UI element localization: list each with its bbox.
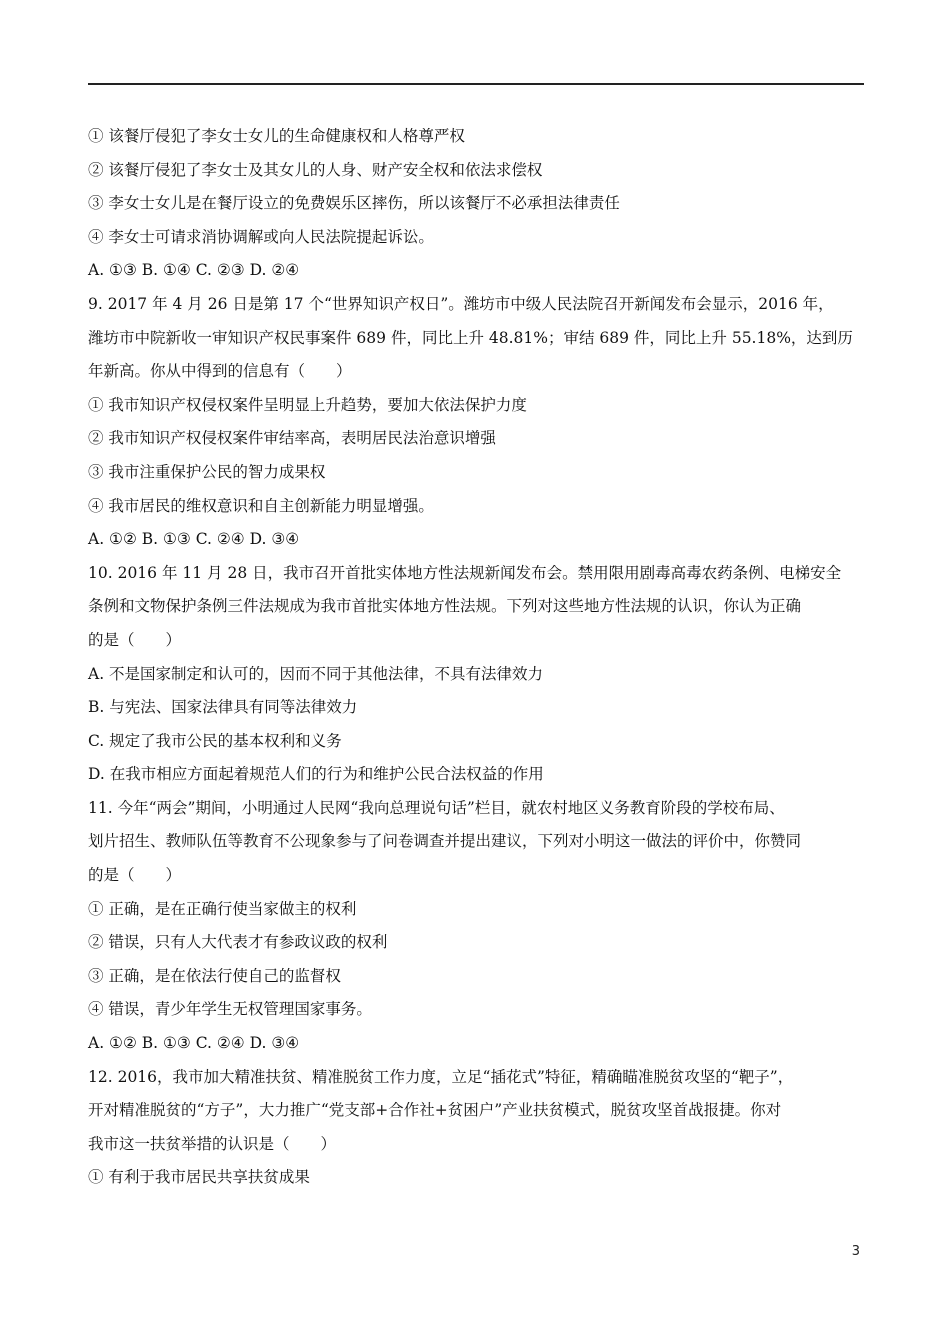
text-line: ② 错误，只有人大代表才有参政议政的权利 — [88, 933, 388, 952]
text-line: D. 在我市相应方面起着规范人们的行为和维护公民合法权益的作用 — [88, 765, 544, 784]
text-line: ① 有利于我市居民共享扶贫成果 — [88, 1168, 310, 1187]
text-line: ② 该餐厅侵犯了李女士及其女儿的人身、财产安全权和依法求偿权 — [88, 160, 543, 179]
text-line: B. 与宪法、国家法律具有同等法律效力 — [88, 698, 358, 717]
question-11: 11. 今年“两会”期间，小明通过人民网“我向总理说句话”栏目，就农村地区义务教育阶段的学校布局、 — [88, 798, 785, 817]
text-line: ③ 我市注重保护公民的智力成果权 — [88, 462, 326, 481]
question-12: 12. 2016，我市加大精准扶贫、精准脱贫工作力度，立足“插花式”特征，精确瞄准脱贫攻坚的“靶子”， — [88, 1067, 794, 1086]
text-line: 我市这一扶贫举措的认识是（ ） — [88, 1134, 337, 1153]
text-line: ④ 我市居民的维权意识和自主创新能力明显增强。 — [88, 496, 434, 515]
text-line: 潍坊市中院新收一审知识产权民事案件 689 件，同比上升 48.81%；审结 689 件，同比上升 55.18%，达到历 — [88, 328, 853, 347]
text-line: 划片招生、教师队伍等教育不公现象参与了问卷调查并提出建议，下列对小明这一做法的评价中，你赞同 — [88, 832, 802, 851]
text-line: 开对精准脱贫的“方子”，大力推广“党支部+合作社+贫困户”产业扶贫模式，脱贫攻坚首战报捷。你对 — [88, 1101, 782, 1120]
answer-options: A. ①② B. ①③ C. ②④ D. ③④ — [88, 1034, 300, 1053]
answer-options: A. ①③ B. ①④ C. ②③ D. ②④ — [88, 261, 300, 280]
text-line: ① 正确，是在正确行使当家做主的权利 — [88, 899, 357, 918]
text-line: ③ 正确，是在依法行使自己的监督权 — [88, 966, 341, 985]
text-line: ① 我市知识产权侵权案件呈明显上升趋势，要加大依法保护力度 — [88, 395, 527, 414]
text-line: 条例和文物保护条例三件法规成为我市首批实体地方性法规。下列对这些地方性法规的认识，你认为正确 — [88, 597, 802, 616]
answer-options: A. ①② B. ①③ C. ②④ D. ③④ — [88, 530, 300, 549]
text-line: A. 不是国家制定和认可的，因而不同于其他法律，不具有法律效力 — [88, 664, 544, 683]
question-9: 9. 2017 年 4 月 26 日是第 17 个“世界知识产权日”。潍坊市中级人民法院召开新闻发布会显示，2016 年， — [88, 294, 834, 313]
text-line: ① 该餐厅侵犯了李女士女儿的生命健康权和人格尊严权 — [88, 127, 465, 145]
header-rule — [88, 83, 864, 85]
text-line: 年新高。你从中得到的信息有（ ） — [88, 362, 352, 381]
document-body — [88, 120, 868, 1195]
page-number: 3 — [851, 1244, 860, 1259]
text-line: ④ 李女士可请求消协调解或向人民法院提起诉讼。 — [88, 227, 434, 246]
text-line: 的是（ ） — [88, 630, 182, 649]
text-line: C. 规定了我市公民的基本权利和义务 — [88, 731, 342, 750]
text-line: ③ 李女士女儿是在餐厅设立的免费娱乐区摔伤，所以该餐厅不必承担法律责任 — [88, 194, 620, 213]
text-line: ② 我市知识产权侵权案件审结率高，表明居民法治意识增强 — [88, 429, 496, 448]
text-line: ④ 错误，青少年学生无权管理国家事务。 — [88, 1000, 372, 1019]
text-line: 的是（ ） — [88, 866, 182, 885]
question-10: 10. 2016 年 11 月 28 日，我市召开首批实体地方性法规新闻发布会。禁用限用剧毒高毒农药条例、电梯安全 — [88, 563, 842, 582]
